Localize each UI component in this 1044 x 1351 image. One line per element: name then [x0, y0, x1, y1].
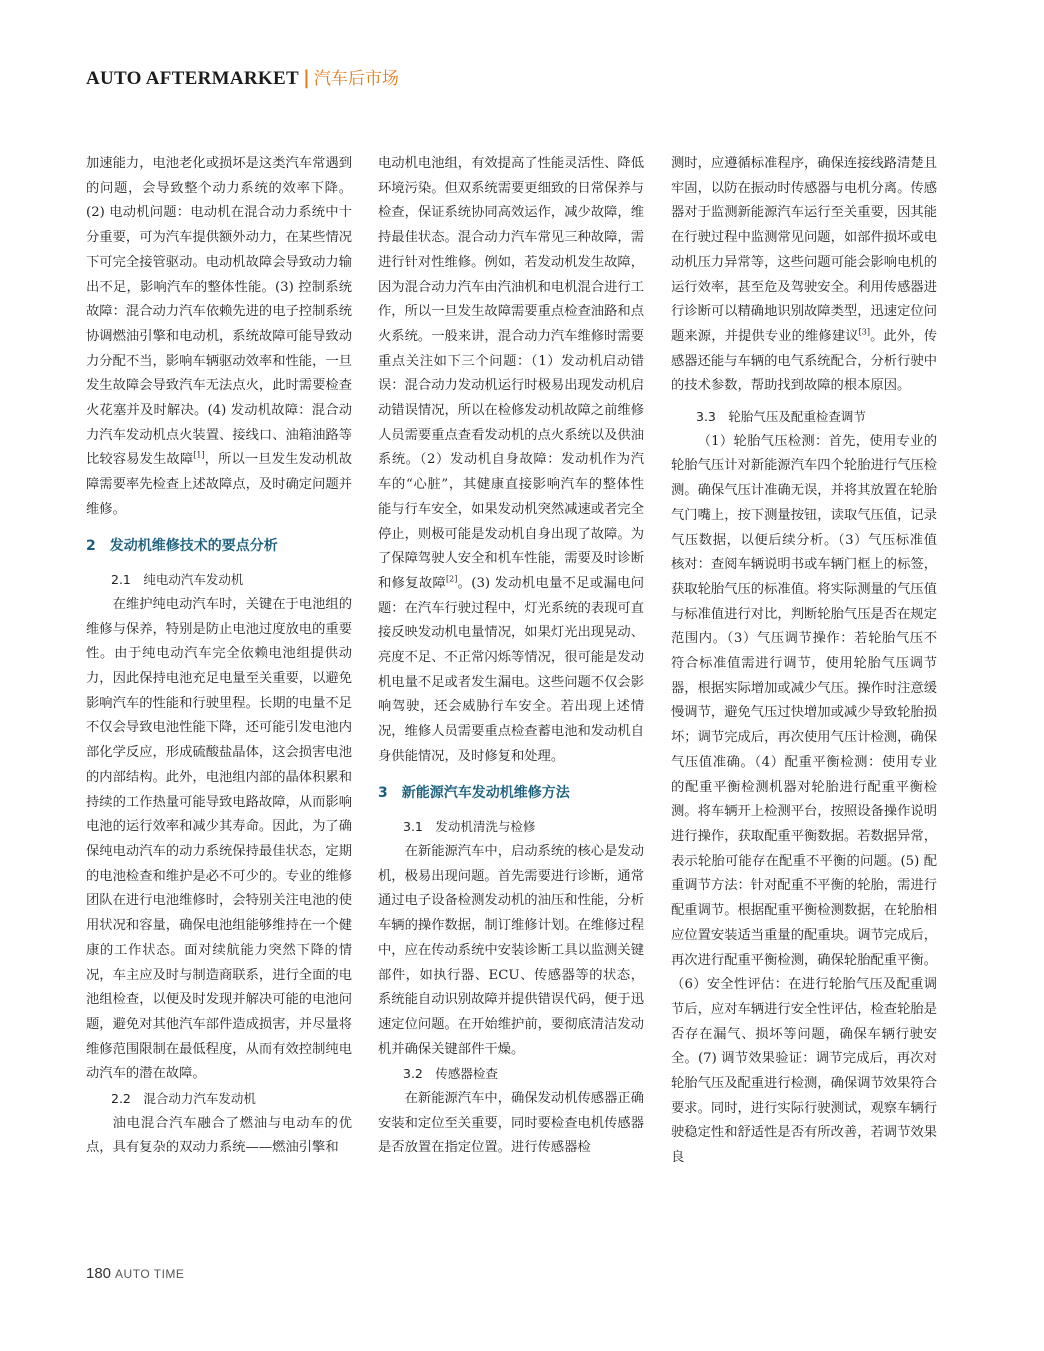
paragraph: 在新能源汽车中，确保发动机传感器正确安装和定位至关重要，同时要检查电机传感器是否放置在指定位置。进行传感器检	[378, 1091, 644, 1156]
column-1	[86, 152, 352, 1161]
section-heading-3: 3 新能源汽车发动机维修方法	[378, 784, 570, 801]
paragraph: 加速能力，电池老化或损坏是这类汽车常遇到的问题，会导致整个动力系统的效率下降。(2) 电动机问题：电动机在混合动力系统中十分重要，可为汽车提供额外动力，在某些情况下可完全接管驱动。电动机故障会导致动力输出不足，影响汽车的整体性能。(3) 控制系统故障：混合动力汽车依赖先进的电子控制系统协调燃油引擎和电动机，系统故障可能导致动力分配不当，影响车辆驱动效率和性能，一旦发生故障会导致汽车无法点火，此时需要检查火花塞并及时解决。(4) 发动机故障：混合动力汽车发动机点火装置、接线口、油箱油路等比较容易发生故障[1]，所以一旦发生发动机故障需要率先检查上述故障点，及时确定问题并维修。	[86, 156, 353, 517]
running-header	[86, 64, 399, 90]
section-name: 汽车后市场	[313, 69, 399, 89]
paragraph: （1）轮胎气压检测：首先，使用专业的轮胎气压计对新能源汽车四个轮胎进行气压检测。确保气压计准确无误，并将其放置在轮胎气门嘴上，按下测量按钮，读取气压值，记录气压数据，以便后续分析。（3）气压标准值核对：查阅车辆说明书或车辆门框上的标签，获取轮胎气压的标准值。将实际测量的气压值与标准值进行对比，判断轮胎气压是否在规定范围内。（3）气压调节操作：若轮胎气压不符合标准值需进行调节，使用轮胎气压调节器，根据实际增加或减少气压。操作时注意缓慢调节，避免气压过快增加或减少导致轮胎损坏；调节完成后，再次使用气压计检测，确保气压值准确。（4）配重平衡检测：使用专业的配重平衡检测机器对轮胎进行配重平衡检测。将车辆开上检测平台，按照设备操作说明进行操作，获取配重平衡数据。若数据异常，表示轮胎可能存在配重不平衡的问题。(5) 配重调节方法：针对配重不平衡的轮胎，需进行配重调节。根据配重平衡检测数据，在轮胎相应位置安装适当重量的配重块。调节完成后，再次进行配重平衡检测，确保轮胎配重平衡。（6）安全性评估：在进行轮胎气压及配重调节后，应对车辆进行安全性评估，检查轮胎是否存在漏气、损坏等问题，确保车辆行驶安全。(7) 调节效果验证：调节完成后，再次对轮胎气压及配重进行检测，确保调节效果符合要求。同时，进行实际行驶测试，观察车辆行驶稳定性和舒适性是否有所改善，若调节效果良	[671, 433, 937, 1166]
paragraph: 在维护纯电动汽车时，关键在于电池组的维修与保养，特别是防止电池过度放电的重要性。由于纯电动汽车完全依赖电池组提供动力，因此保持电池充足电量至关重要，以避免影响汽车的性能和行驶里程。长期的电量不足不仅会导致电池性能下降，还可能引发电池内部化学反应，形成硫酸盐晶体，这会损害电池的内部结构。此外，电池组内部的晶体积累和持续的工作热量可能导致电路故障，从而影响电池的运行效率和减少其寿命。因此，为了确保纯电动汽车的动力系统保持最佳状态，定期的电池检查和维护是必不可少的。专业的维修团队在进行电池维修时，会特别关注电池的使用状况和容量，确保电池组能够维持在一个健康的工作状态。面对续航能力突然下降的情况，车主应及时与制造商联系，进行全面的电池组检查，以便及时发现并解决可能的电池问题，避免对其他汽车部件造成损害，并尽量将维修范围限制在最低程度，从而有效控制纯电动汽车的潜在故障。	[86, 596, 352, 1082]
paragraph: 电动机电池组，有效提高了性能灵活性、降低环境污染。但双系统需要更细致的日常保养与检查，保证系统协同高效运作，减少故障，维持最佳状态。混合动力汽车常见三种故障，需进行针对性维修。例如，若发动机发生故障，因为混合动力汽车由汽油机和电机混合进行工作，所以一旦发生故障需要重点检查油路和点火系统。一般来讲，混合动力汽车维修时需要重点关注如下三个问题：（1）发动机启动错误：混合动力发动机运行时极易出现发动机启动错误情况，所以在检修发动机故障之前维修人员需要重点查看发动机的点火系统以及供油系统。（2）发动机自身故障：发动机作为汽车的“心脏”，其健康直接影响汽车的整体性能与行车安全，如果发动机突然减速或者完全停止，则极可能是发动机自身出现了故障。为了保障驾驶人安全和机车性能，需要及时诊断和修复故障[2]。(3) 发动机电量不足或漏电问题：在汽车行驶过程中，灯光系统的表现可直接反映发动机电量情况，如果灯光出现晃动、亮度不足、不正常闪烁等情况，很可能是发动机电量不足或者发生漏电。这些问题不仅会影响驾驶，还会威胁行车安全。若出现上述情况，维修人员需要重点检查蓄电池和发动机自身供能情况，及时修复和处理。	[378, 156, 645, 764]
citation-ref[interactable]: [1]	[193, 451, 205, 461]
column-3	[671, 152, 937, 1171]
subsection-heading-3-3: 3.3 轮胎气压及配重检查调节	[696, 409, 866, 425]
section-heading-2: 2 发动机维修技术的要点分析	[86, 537, 278, 554]
journal-brand: AUTO AFTERMARKET	[86, 68, 299, 89]
citation-ref[interactable]: [3]	[858, 327, 870, 337]
page-footer	[86, 1263, 184, 1282]
paragraph: 油电混合汽车融合了燃油与电动车的优点，具有复杂的双动力系统——燃油引擎和	[86, 1115, 352, 1156]
journal-name: AUTO TIME	[115, 1267, 185, 1281]
subsection-heading-2-2: 2.2 混合动力汽车发动机	[111, 1091, 256, 1107]
subsection-heading-3-2: 3.2 传感器检查	[403, 1066, 498, 1082]
paragraph: 在新能源汽车中，启动系统的核心是发动机，极易出现问题。首先需要进行诊断，通常通过电子设备检测发动机的油压和性能，分析车辆的操作数据，制订维修计划。在维修过程中，应在传动系统中安装诊断工具以监测关键部件，如执行器、ECU、传感器等的状态，系统能自动识别故障并提供错误代码，便于迅速定位问题。在开始维护前，要彻底清洁发动机并确保关键部件干燥。	[378, 843, 644, 1057]
page-number: 180	[86, 1265, 112, 1282]
subsection-heading-3-1: 3.1 发动机清洗与检修	[403, 819, 536, 835]
column-2	[378, 152, 644, 1161]
header-separator: |	[302, 67, 310, 89]
citation-ref[interactable]: [2]	[446, 574, 458, 584]
paragraph: 测时，应遵循标准程序，确保连接线路清楚且牢固，以防在振动时传感器与电机分离。传感器对于监测新能源汽车运行至关重要，因其能在行驶过程中监测常见问题，如部件损坏或电动机压力异常等，这些问题可能会影响电机的运行效率，甚至危及驾驶安全。利用传感器进行诊断可以精确地识别故障类型，迅速定位问题来源，并提供专业的维修建议[3]。此外，传感器还能与车辆的电气系统配合，分析行驶中的技术参数，帮助找到故障的根本原因。	[671, 156, 938, 394]
subsection-heading-2-1: 2.1 纯电动汽车发动机	[111, 572, 244, 588]
